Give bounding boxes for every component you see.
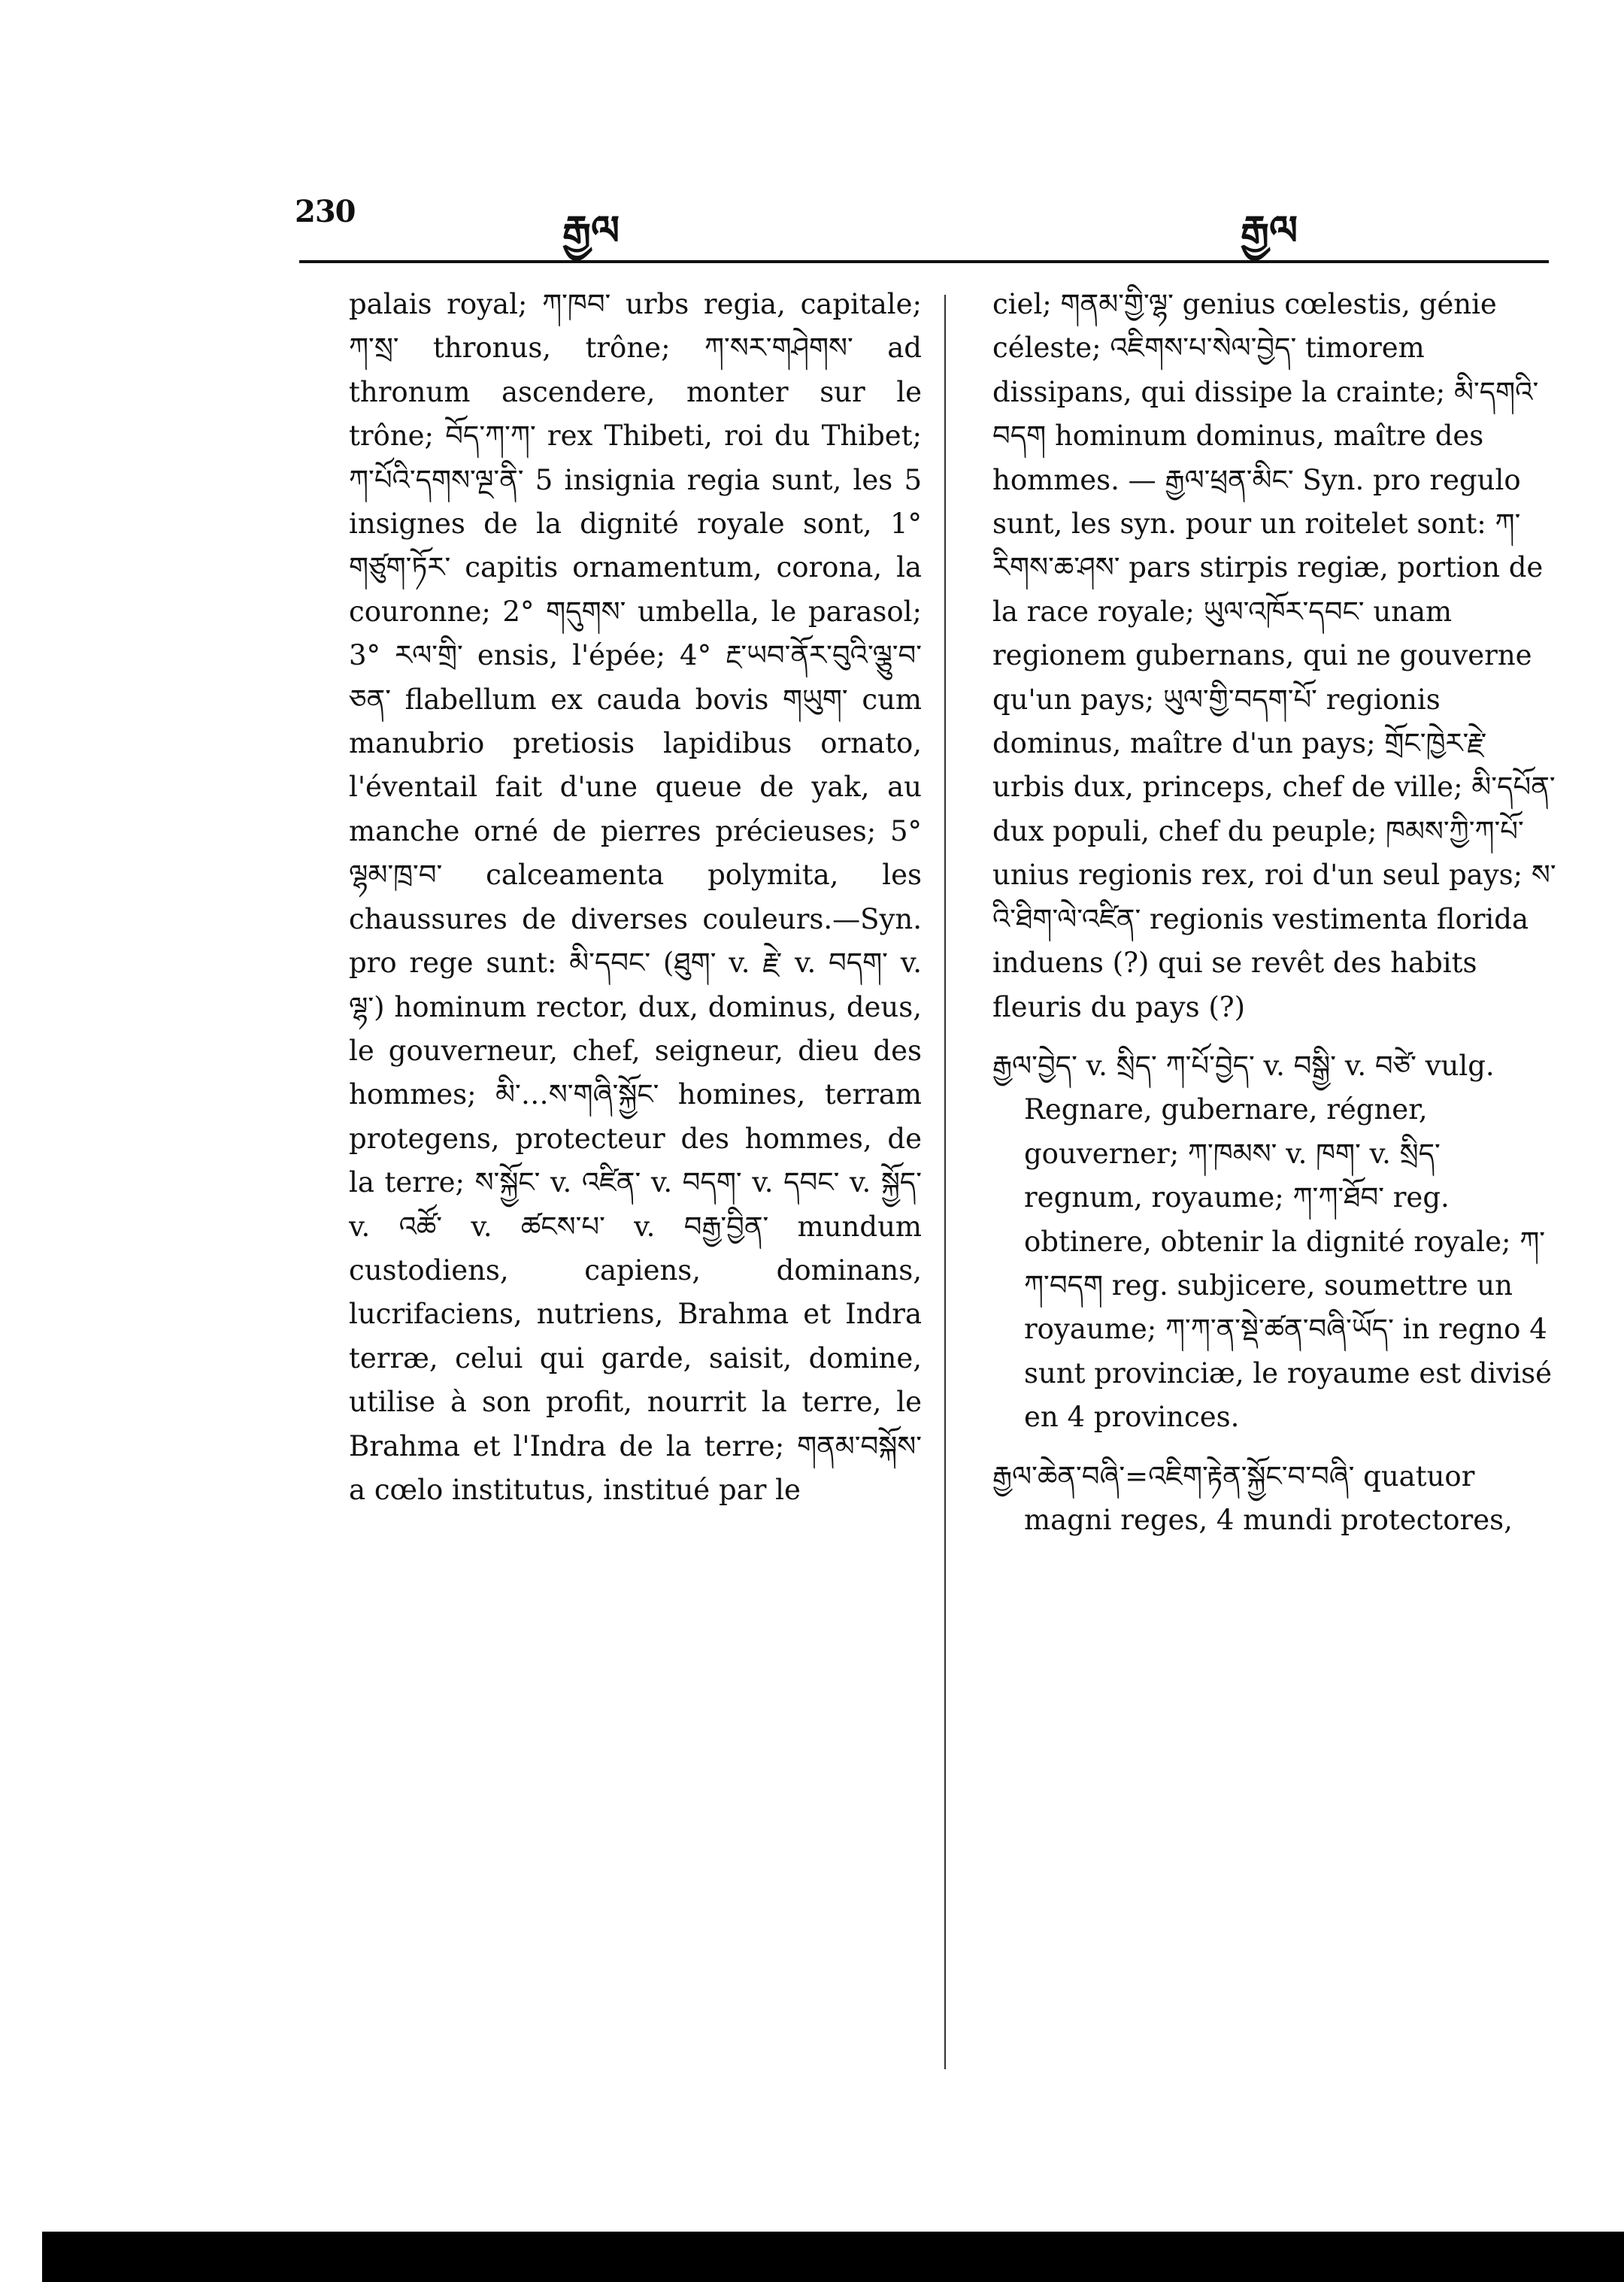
column-divider (944, 295, 946, 2069)
entry-rgyal-chen-bzhi: རྒྱལ་ཆེན་བཞི་=འཇིག་རྟེན་སྐྱོང་བ་བཞི་ quatuor magni reges, 4 mundi protectores, (992, 1459, 1513, 1536)
right-column (992, 283, 1568, 1542)
entry-rgyal-byed: རྒྱལ་བྱེད་ v. སྲིད་ ཀ་པོ་བྱེད་ v. བསྒྱི་ v. བཙེ་ vulg. Regnare, gubernare, régner, gouverner; ཀ་ཁམས་ v. ཁག་ v. སྲིད་ regnum, royaume; ཀ་ཀ་ཐོབ་ reg. obtinere, obtenir la dignité royale; ཀ་ཀ་བདག reg. subjicere, soumettre un royaume; ཀ་ཀ་ན་སྡེ་ཚན་བཞི་ཡོད་ in regno 4 sunt provinciæ, le royaume est divisé en 4 provinces. (992, 1049, 1552, 1434)
header-rule (299, 260, 1549, 263)
running-head-left: རྒྱལ (562, 206, 620, 254)
right-entry-text: ciel; གནམ་གྱི་ལྷ་ genius cœlestis, génie céleste; འཇིགས་པ་སེལ་བྱེད་ timorem dissipans, qui dissipe la crainte; མི་དགའི་བདག hominum dominus, maître des hommes. — རྒྱལ་ཕྲན་མིང་ Syn. pro regulo sunt, les syn. pour un roitelet sont: ཀ་རིགས་ཆ་ཤས་ pars stirpis regiæ, portion de la race royale; ཡུལ་འཁོར་དབང་ unam regionem gubernans, qui ne gouverne qu'un pays; ཡུལ་གྱི་བདག་པོ་ regionis dominus, maître d'un pays; གྲོང་ཁྱེར་རྗེ་ urbis dux, princeps, chef de ville; མི་དཔོན་ dux populi, chef du peuple; ཁམས་ཀྱི་ཀ་པོ་ unius regionis rex, roi d'un seul pays; ས་འི་ཐིག་ལེ་འཛིན་ regionis vestimenta florida induens (?) qui se revêt des habits fleuris du pays (?) (992, 288, 1556, 1023)
left-entry-text: palais royal; ཀ་ཁབ་ urbs regia, capitale; ཀ་སྲ་ thronus, trône; ཀ་སར་གཤེགས་ ad thronum ascendere, monter sur le trône; བོད་ཀ་ཀ་ rex Thibeti, roi du Thibet; ཀ་པོའི་དགས་ལྔ་ནི་ 5 insignia regia sunt, les 5 insignes de la dignité royale sont, 1° གཙུག་ཏོར་ capitis ornamentum, corona, la couronne; 2° གདུགས་ umbella, le parasol; 3° རལ་གྲི་ ensis, l'épée; 4° རྔ་ཡབ་ནོར་བུའི་ལྕུ་བ་ཅན་ flabellum ex cauda bovis གཡུག་ cum manubrio pretiosis lapidibus ornato, l'éventail fait d'une queue de yak, au manche orné de pierres précieuses; 5° ལྷམ་ཁྲ་བ་ calceamenta polymita, les chaussures de diverses couleurs.—Syn. pro rege sunt: མི་དབང་ (ཐུག་ v. རྗེ་ v. བདག་ v. ལྷ་) hominum rector, dux, dominus, deus, le gouverneur, chef, seigneur, dieu des hommes; མི་…ས་གཞི་སྐྱོང་ homines, terram protegens, protecteur des hommes, de la terre; ས་སྐྱོང་ v. འཛིན་ v. བདག་ v. དབང་ v. སྐྱོད་ v. འཚོ་ v. ཚངས་པ་ v. བརྒྱ་བྱིན་ mundum custodiens, capiens, dominans, lucrifaciens, nutriens, Brahma et Indra terræ, celui qui garde, saisit, domine, utilise à son profit, nourrit la terre, le Brahma et l'Indra de la terre; གནམ་བསྐོས་ a cœlo institutus, institué par le (349, 288, 922, 1506)
left-column (349, 283, 922, 1512)
scan-bottom-bar (42, 2232, 1624, 2282)
page-number: 230 (295, 194, 356, 229)
running-head-right: རྒྱལ (1241, 206, 1298, 254)
